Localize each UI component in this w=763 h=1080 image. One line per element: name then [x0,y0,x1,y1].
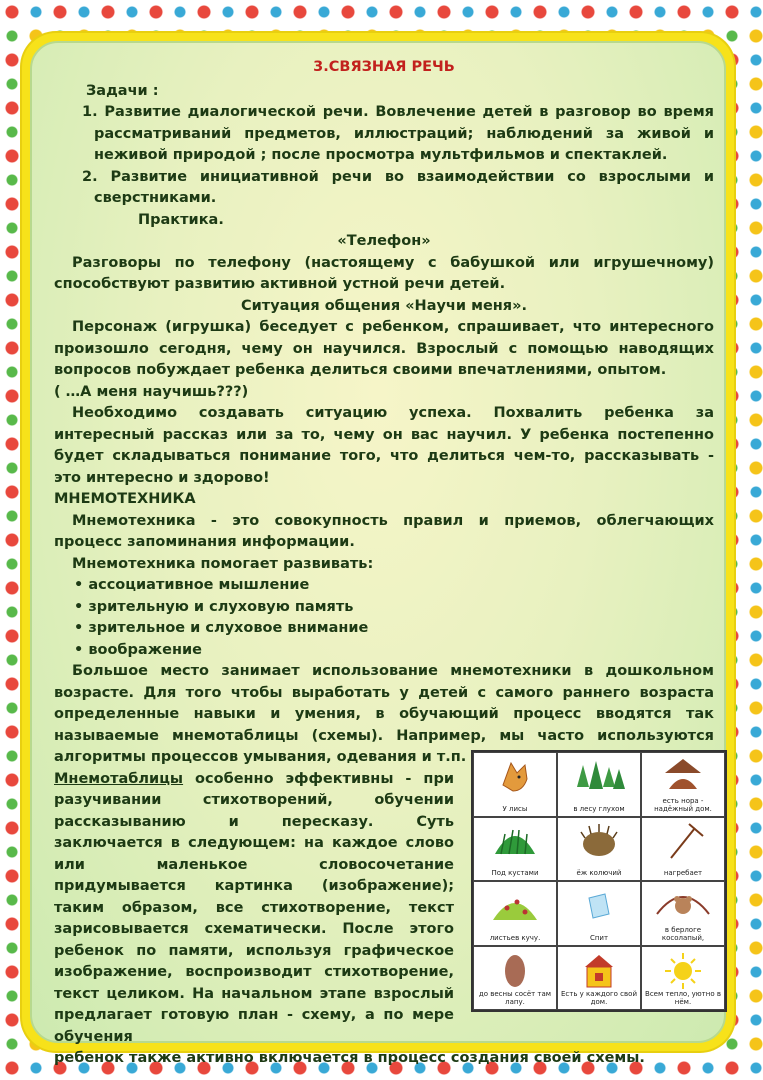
mnemo-cell [473,881,557,946]
mnemo-cell [473,817,557,882]
teach-heading: Ситуация общения «Научи меня». [241,297,527,314]
ice-cube-icon [558,884,640,928]
bear-icon [642,884,724,928]
teach-text: Персонаж (игрушка) беседует с ребенком, спрашивает, что интересного произошло сегодня, чему он научился. Взрослый с помощью наводящих вопросов побуждает ребенка делиться своими впечатлениями, опытом. [54,319,714,378]
tables-word: Мнемотаблицы [54,770,184,787]
mnemo-cell [557,881,641,946]
mnemo-cell [473,946,557,1011]
cell-caption: Спит [589,933,609,942]
mnemo-helps: Мнемотехника помогает развивать: [72,555,374,572]
mnemo-table [471,750,727,1012]
task-2: 2. Развитие инициативной речи во взаимодействии со взрослыми и сверстниками. [82,168,714,206]
bush-icon [474,820,556,864]
cell-caption: листьев кучу. [489,933,541,942]
phone-heading: «Телефон» [337,233,431,249]
tables-paragraph [54,769,454,1049]
list-item: • зрительное и слуховое внимание [74,618,714,640]
cell-caption: У лисы [502,804,528,813]
teach-quote: ( …А меня научишь???) [54,383,249,400]
mnemo-cell [641,946,725,1011]
yellow-frame [22,33,734,1066]
task-1: 1. Развитие диалогической речи. Вовлечение детей в разговор во время рассматриваний предметов, иллюстраций; наблюдений за живой и неживой природой ; после просмотра мультфильмов и спектаклей. [82,104,714,163]
list-item: • воображение [74,640,714,662]
cell-caption: в берлоге косолапый, [661,925,705,942]
phone-text: Разговоры по телефону (настоящему с бабушкой или игрушечному) способствуют развитию активной устной речи детей. [54,254,714,292]
cell-caption: Есть у каждого свой дом. [560,990,637,1006]
content-panel [30,41,726,1066]
mnemo-cell [557,817,641,882]
fox-icon [474,755,556,799]
burrow-icon [642,755,724,799]
cell-caption: в лесу глухом [573,804,625,813]
skills-list [54,575,714,661]
cell-caption: до весны сосёт там лапу. [478,990,552,1006]
sun-icon [642,949,724,993]
tables-text: особенно эффективны - при разучивании стихотворений, обучении рассказыванию и пересказу. Суть заключается в следующем: на каждое слово или маленькое словосочетание придумывается картинка (изображение); таким образом, все стихотворение, текст зарисовывается схематически. После этого ребенок по памяти, используя графическое изображение, воспроизводит стихотворение, текст целиком. На начальном этапе взрослый предлагает готовую план - схему, а по мере обучения [54,770,454,1045]
mnemo-cell [557,752,641,817]
list-item: • зрительную и слуховую память [74,597,714,619]
mnemo-cell [641,817,725,882]
mnemo-cell [557,946,641,1011]
page-title: 3.СВЯЗНАЯ РЕЧЬ [313,59,455,75]
cell-caption: Всем тепло, уютно в нём. [645,990,721,1006]
cell-caption: есть нора - надёжный дом. [654,796,712,813]
mnemo-cell [641,752,725,817]
cell-caption: ёж колючий [576,869,622,877]
house-icon [558,949,640,993]
tables-last-line: ребенок также активно включается в процесс создания своей схемы. [54,1050,645,1066]
rake-icon [642,820,724,864]
mnemo-cell [641,881,725,946]
tasks-heading: Задачи : [86,82,159,99]
success-text: Необходимо создавать ситуацию успеха. Похвалить ребенка за интересный рассказ или за то, чему он вас научил. У ребенка постепенно будет складываться понимание того, что делиться чем-то, рассказывать - это интересно и здорово! [54,405,714,486]
forest-icon [558,755,640,799]
mnemo-cell [473,752,557,817]
practice-heading: Практика. [138,211,224,228]
cell-caption: нагребает [663,869,703,877]
list-item: • ассоциативное мышление [74,575,714,597]
paw-icon [474,949,556,993]
hedgehog-icon [558,820,640,864]
mnemo-heading: МНЕМОТЕХНИКА [54,491,196,507]
mnemo-usage: Большое место занимает использование мнемотехники в дошкольном возрасте. Для того чтобы выработать у детей с самого раннего возраста определенные навыки и умения, в обучающий процесс вводятся так называемые мнемотаблицы (схемы). Например, мы часто используются алгоритмы процессов умывания, одевания и т.п. [54,663,714,765]
leaves-icon [474,884,556,928]
cell-caption: Под кустами [491,869,539,877]
mnemo-definition: Мнемотехника - это совокупность правил и приемов, облегчающих процесс запоминания информации. [54,512,714,550]
